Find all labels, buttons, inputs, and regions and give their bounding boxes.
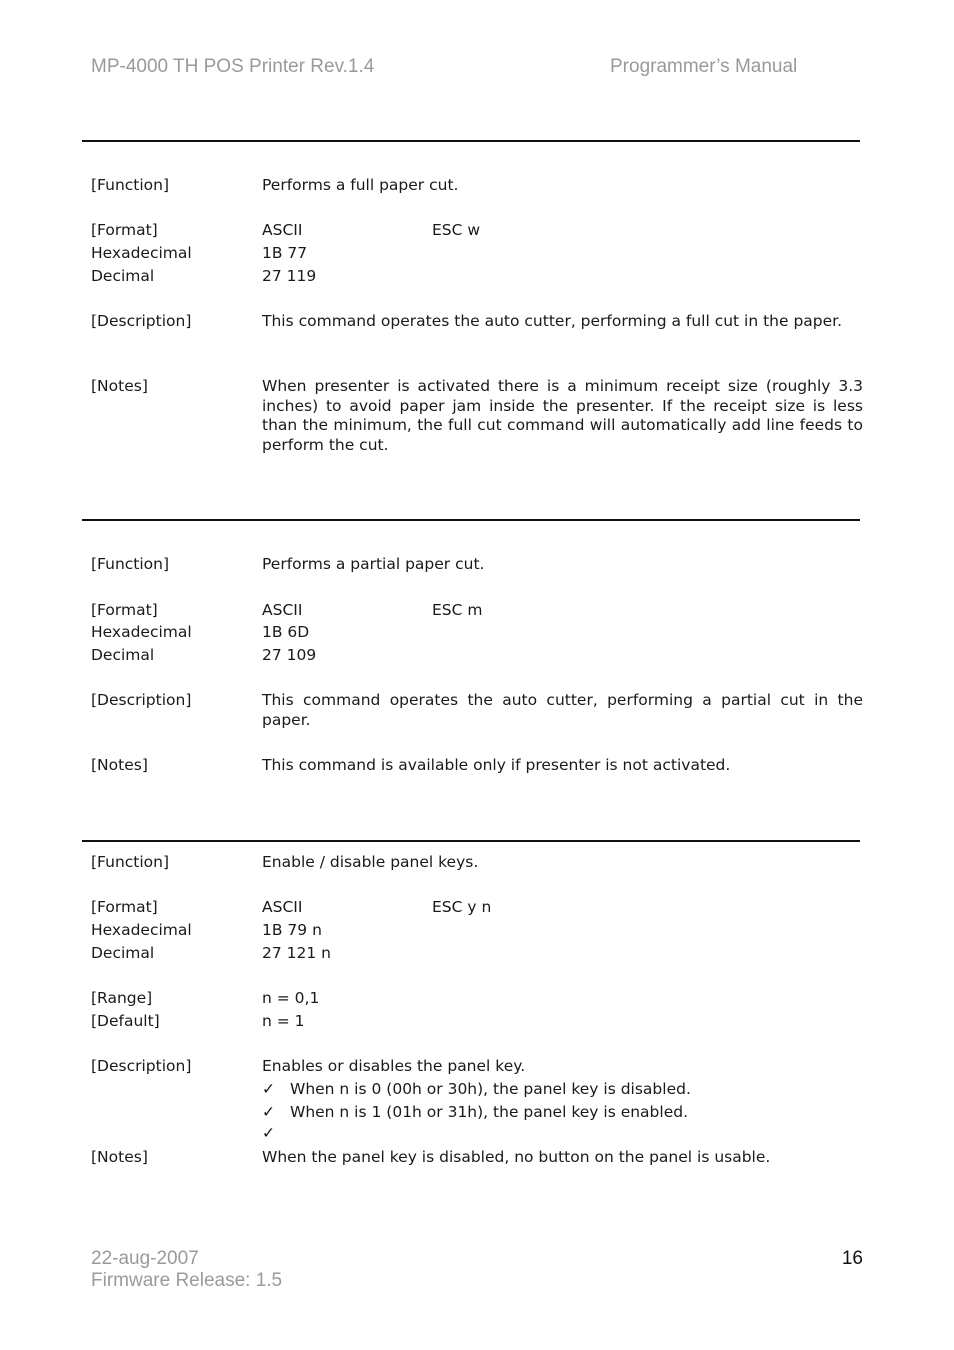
hex-label: Hexadecimal [91, 244, 192, 262]
description-text: Enables or disables the panel key. [262, 1057, 526, 1075]
hex-label: Hexadecimal [91, 921, 192, 939]
notes-text: When the panel key is disabled, no button on the panel is usable. [262, 1148, 771, 1166]
notes-text: This command is available only if presenter is not activated. [262, 756, 731, 774]
bullet-item: When n is 1 (01h or 31h), the panel key is enabled. [290, 1103, 689, 1121]
section-divider [82, 519, 860, 521]
function-label: [Function] [91, 853, 170, 871]
description-text: This command operates the auto cutter, performing a partial cut in the paper. [262, 691, 863, 729]
function-label: [Function] [91, 176, 170, 194]
default-value: n = 1 [262, 1012, 305, 1030]
description-label: [Description] [91, 691, 192, 709]
notes-text: When presenter is activated there is a minimum receipt size (roughly 3.3 inches) to avoid paper jam inside the presenter. If the receipt size is less than the minimum, the full cut command will automatically add line feeds to perform the cut. [262, 377, 863, 454]
description-label: [Description] [91, 312, 192, 330]
footer-firmware: Firmware Release: 1.5 [91, 1270, 283, 1291]
ascii-value: ESC w [432, 221, 481, 239]
section-divider [82, 840, 860, 842]
page-number: 16 [841, 1248, 863, 1269]
footer-date: 22-aug-2007 [91, 1248, 199, 1269]
section-divider [82, 140, 860, 142]
notes-label: [Notes] [91, 377, 148, 395]
description-text: This command operates the auto cutter, performing a full cut in the paper. [262, 312, 843, 330]
bullet-item: When n is 0 (00h or 30h), the panel key is disabled. [290, 1080, 691, 1098]
decimal-label: Decimal [91, 646, 155, 664]
decimal-value: 27 119 [262, 267, 317, 285]
hex-value: 1B 77 [262, 244, 308, 262]
function-text: Performs a partial paper cut. [262, 555, 485, 573]
header-manual-title: Programmer’s Manual [610, 56, 798, 77]
description-label: [Description] [91, 1057, 192, 1075]
function-text: Enable / disable panel keys. [262, 853, 479, 871]
format-label: [Format] [91, 221, 158, 239]
checkmark-icon: ✓ [262, 1103, 275, 1121]
notes-label: [Notes] [91, 756, 148, 774]
default-label: [Default] [91, 1012, 160, 1030]
header-document-title: MP-4000 TH POS Printer Rev.1.4 [91, 56, 375, 77]
hex-value: 1B 6D [262, 623, 310, 641]
hex-value: 1B 79 n [262, 921, 322, 939]
ascii-label: ASCII [262, 601, 303, 619]
range-value: n = 0,1 [262, 989, 320, 1007]
decimal-label: Decimal [91, 267, 155, 285]
format-label: [Format] [91, 601, 158, 619]
ascii-value: ESC y n [432, 898, 492, 916]
function-label: [Function] [91, 555, 170, 573]
hex-label: Hexadecimal [91, 623, 192, 641]
checkmark-icon: ✓ [262, 1080, 275, 1098]
range-label: [Range] [91, 989, 153, 1007]
ascii-label: ASCII [262, 898, 303, 916]
function-text: Performs a full paper cut. [262, 176, 459, 194]
decimal-value: 27 109 [262, 646, 317, 664]
ascii-label: ASCII [262, 221, 303, 239]
ascii-value: ESC m [432, 601, 483, 619]
decimal-value: 27 121 n [262, 944, 331, 962]
format-label: [Format] [91, 898, 158, 916]
notes-label: [Notes] [91, 1148, 148, 1166]
decimal-label: Decimal [91, 944, 155, 962]
checkmark-icon: ✓ [262, 1124, 275, 1142]
